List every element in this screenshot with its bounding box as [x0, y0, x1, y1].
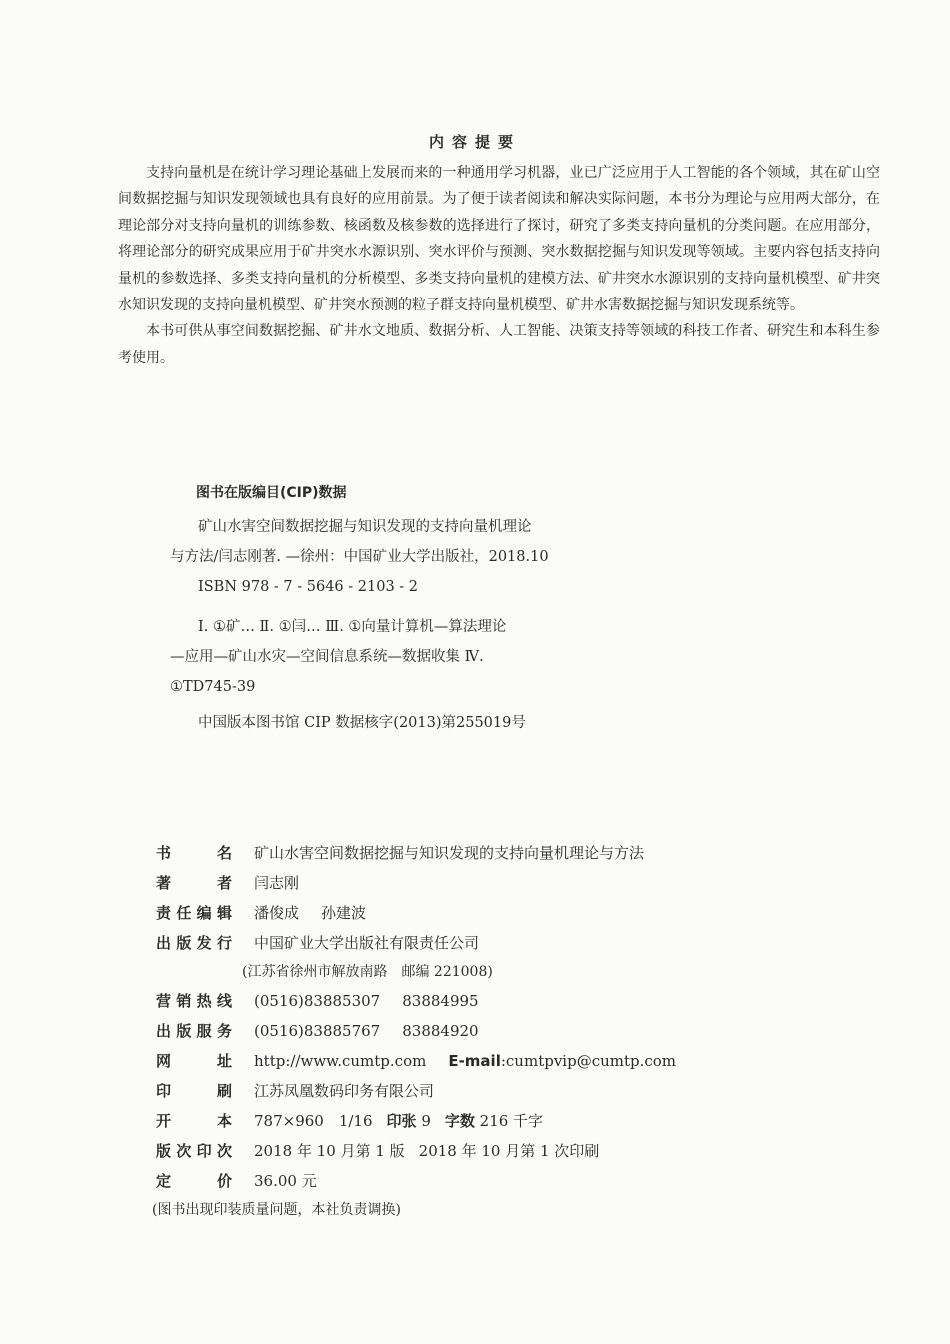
imprint-row-printer: [156, 1076, 876, 1106]
sheets-value: 9: [421, 1112, 431, 1130]
service-value: [254, 1016, 479, 1046]
format-value: [254, 1106, 543, 1136]
price-label: 定价: [156, 1172, 232, 1190]
publisher-address: (江苏省徐州市解放南路 邮编 221008): [242, 964, 493, 980]
cip-line-classification: ①TD745-39: [170, 679, 256, 695]
summary-paragraph-1: 支持向量机是在统计学习理论基础上发展而来的一种通用学习机器，业已广泛应用于人工智能的各个领域，其在矿山空间数据挖掘与知识发现领域也具有良好的应用前景。为了便于读者阅读和解决实际问题，本书分为理论与应用两大部分，在理论部分对支持向量机的训练参数、核函数及核参数的选择进行了探讨，研究了多类支持向量机的分类问题。在应用部分，将理论部分的研究成果应用于矿井突水水源识别、突水评价与预测、突水数据挖掘与知识发现等领域。主要内容包括支持向量机的参数选择、多类支持向量机的分析模型、多类支持向量机的建模方法、矿井突水水源识别的支持向量机模型、矿井突水知识发现的支持向量机模型、矿井突水预测的粒子群支持向量机模型、矿井水害数据挖掘与知识发现系统等。: [118, 165, 880, 314]
service-phone-2: 83884920: [402, 1022, 479, 1040]
imprint-row-service: [156, 1016, 876, 1046]
summary-paragraph-2: 本书可供从事空间数据挖掘、矿井水文地质、数据分析、人工智能、决策支持等领域的科技工作者、研究生和本科生参考使用。: [118, 323, 880, 366]
imprint-row-publisher: [156, 928, 876, 958]
cip-line-subjects-1: Ⅰ. ①矿… Ⅱ. ①闫… Ⅲ. ①向量计算机—算法理论: [198, 619, 507, 635]
sheets-label: 印张: [386, 1112, 417, 1130]
imprint-row-edition: [156, 1136, 876, 1166]
imprint-row-marketing: [156, 986, 876, 1016]
cip-line-subjects-2: —应用—矿山水灾—空间信息系统—数据收集 Ⅳ.: [170, 649, 484, 665]
words-label: 字数: [444, 1112, 475, 1130]
summary-title: 内容提要: [428, 133, 521, 151]
format-size: 787×960 1/16: [254, 1112, 373, 1130]
printer-label: 印刷: [156, 1082, 232, 1100]
author-value: 闫志刚: [254, 874, 300, 892]
email-address: cumtpvip@cumtp.com: [505, 1052, 677, 1070]
service-label: 出版服务: [156, 1022, 232, 1040]
edition-version: 2018 年 10 月第 1 版: [254, 1142, 405, 1160]
imprint-row-format: [156, 1106, 876, 1136]
imprint-row-title: [156, 838, 876, 868]
price-value: 36.00 元: [254, 1172, 317, 1190]
cip-heading: 图书在版编目(CIP)数据: [196, 485, 347, 501]
imprint-table: [156, 838, 876, 1196]
marketing-phone-2: 83884995: [402, 992, 479, 1010]
website-label: 网址: [156, 1052, 232, 1070]
summary-body: [118, 160, 880, 371]
edition-printing: 2018 年 10 月第 1 次印刷: [418, 1142, 600, 1160]
printer-value: 江苏凤凰数码印务有限公司: [254, 1082, 435, 1100]
format-label: 开本: [156, 1112, 232, 1130]
publisher-value: 中国矿业大学出版社有限责任公司: [254, 934, 480, 952]
edition-label: 版次印次: [156, 1142, 232, 1160]
title-value: 矿山水害空间数据挖掘与知识发现的支持向量机理论与方法: [254, 844, 645, 862]
editor-label: 责任编辑: [156, 904, 232, 922]
cip-line-title: 矿山水害空间数据挖掘与知识发现的支持向量机理论: [198, 519, 532, 535]
imprint-row-author: [156, 868, 876, 898]
website-value: http://www.cumtp.com E-mail:cumtpvip@cumtp.com: [254, 1052, 677, 1070]
publisher-label: 出版发行: [156, 934, 232, 952]
editor-value: [254, 898, 366, 928]
marketing-label: 营销热线: [156, 992, 232, 1010]
imprint-row-website: [156, 1046, 876, 1076]
imprint-row-price: [156, 1166, 876, 1196]
cip-record: [170, 512, 860, 738]
title-label: 书名: [156, 844, 232, 862]
marketing-phone-1: (0516)83885307: [254, 992, 381, 1010]
author-label: 著者: [156, 874, 232, 892]
website-url: http://www.cumtp.com: [254, 1052, 427, 1070]
editor-1: 潘俊成: [254, 904, 300, 922]
imprint-row-editor: [156, 898, 876, 928]
email-label: E-mail: [448, 1052, 501, 1070]
quality-note: (图书出现印装质量问题，本社负责调换): [152, 1202, 401, 1218]
marketing-value: [254, 986, 479, 1016]
cip-line-isbn: ISBN 978 - 7 - 5646 - 2103 - 2: [198, 579, 419, 595]
edition-value: [254, 1136, 599, 1166]
editor-2: 孙建波: [321, 904, 367, 922]
cip-line-publication: 与方法/闫志刚著. —徐州：中国矿业大学出版社，2018.10: [170, 549, 549, 565]
service-phone-1: (0516)83885767: [254, 1022, 381, 1040]
imprint-row-address: [156, 958, 876, 986]
words-value: 216 千字: [479, 1112, 544, 1130]
cip-line-registration: 中国版本图书馆 CIP 数据核字(2013)第255019号: [198, 715, 526, 731]
